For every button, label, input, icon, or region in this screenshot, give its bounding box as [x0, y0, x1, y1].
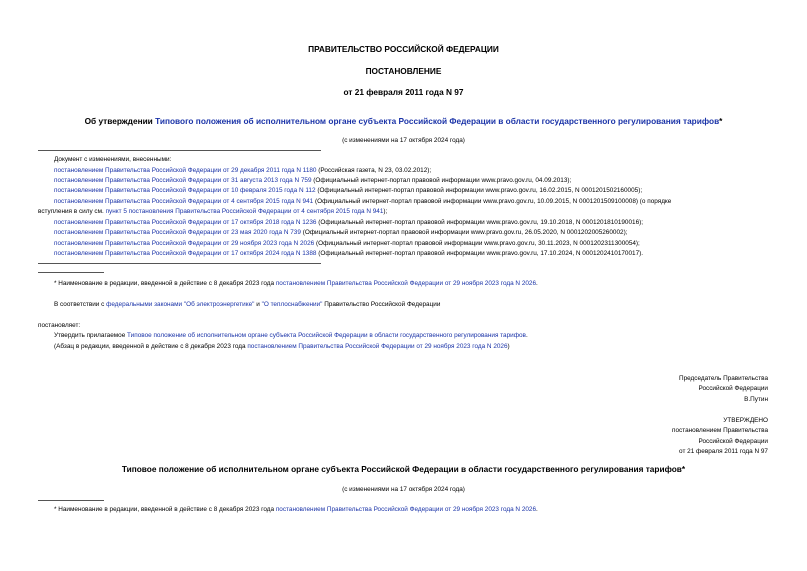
document-type: ПОСТАНОВЛЕНИЕ — [365, 66, 442, 76]
document-date-number: от 21 февраля 2011 года N 97 — [343, 87, 464, 97]
approved-by: постановлением Правительства — [672, 427, 768, 434]
divider-bottom — [38, 263, 321, 264]
model-regulation-link[interactable]: Типовое положение об исполнительном органе субъекта Российской Федерации в области государственного регулирования тарифов — [127, 332, 526, 339]
preamble-mid: и — [254, 301, 262, 308]
footnote-rule — [38, 272, 104, 273]
amendment-item — [54, 187, 642, 194]
signature-name: В.Путин — [744, 396, 768, 403]
signature-country: Российской Федерации — [698, 385, 768, 392]
amendment-item — [54, 167, 431, 174]
footnote-link[interactable]: постановлением Правительства Российской Федерации от 29 ноября 2023 года N 2026 — [275, 506, 537, 513]
footnote-rule — [38, 500, 104, 501]
paragraph-note-suffix: ) — [507, 343, 510, 350]
approve-suffix: . — [525, 332, 528, 339]
signature-position: Председатель Правительства — [679, 375, 768, 382]
electricity-law-link[interactable]: федеральными законами "Об электроэнергетике" — [106, 301, 255, 308]
amendment-source: (Официальный интернет-портал правовой информации www.pravo.gov.ru, 10.09.2015, N 0001201509100008) (о порядке — [313, 198, 672, 205]
paragraph-note — [54, 343, 510, 350]
amendment-link[interactable]: постановлением Правительства Российской Федерации от 31 августа 2013 года N 759 — [54, 177, 312, 184]
approve-prefix: Утвердить прилагаемое — [54, 332, 128, 339]
document-title — [0, 116, 807, 126]
amendment-continuation — [38, 208, 387, 215]
amendment-source: (Официальный интернет-портал правовой информации www.pravo.gov.ru, 26.05.2020, N 0001202005260002); — [300, 229, 628, 236]
amendment-item — [54, 240, 640, 247]
title-suffix: * — [719, 116, 723, 126]
amendment-link[interactable]: постановлением Правительства Российской Федерации от 23 мая 2020 года N 739 — [54, 229, 301, 236]
amendment-item — [54, 229, 628, 236]
paragraph-note-prefix: (Абзац в редакции, введенной в действие с 8 декабря 2023 года — [54, 343, 248, 350]
approved-label: УТВЕРЖДЕНО — [723, 417, 768, 424]
amendment-link[interactable]: постановлением Правительства Российской Федерации от 4 сентября 2015 года N 941 — [54, 198, 314, 205]
continuation-prefix: вступления в силу см. — [38, 208, 106, 215]
preamble-prefix: В соответствии с — [54, 301, 107, 308]
footnote-prefix: * Наименование в редакции, введенной в действие с 8 декабря 2023 года — [54, 506, 276, 513]
government-name: ПРАВИТЕЛЬСТВО РОССИЙСКОЙ ФЕДЕРАЦИИ — [308, 44, 499, 54]
paragraph-note-link[interactable]: постановлением Правительства Российской Федерации от 29 ноября 2023 года N 2026 — [247, 343, 508, 350]
appendix-title: Типовое положение об исполнительном органе субъекта Российской Федерации в области государственного регулирования тарифов* — [121, 464, 686, 474]
footnote-suffix: . — [536, 280, 538, 287]
amendment-source: (Официальный интернет-портал правовой информации www.pravo.gov.ru, 19.10.2018, N 0001201810190016); — [316, 219, 644, 226]
amendment-source: (Официальный интернет-портал правовой информации www.pravo.gov.ru, 16.02.2015, N 0001201502160005); — [315, 187, 643, 194]
footnote-prefix: * Наименование в редакции, введенной в действие с 8 декабря 2023 года — [54, 280, 276, 287]
amendment-source: (Официальный интернет-портал правовой информации www.pravo.gov.ru, 17.10.2024, N 0001202410170017). — [316, 250, 644, 257]
appendix-revision-note: (с изменениями на 17 октября 2024 года) — [342, 486, 465, 493]
amendment-link[interactable]: постановлением Правительства Российской Федерации от 17 октября 2018 года N 1236 — [54, 219, 317, 226]
title-link[interactable]: Типового положения об исполнительном органе субъекта Российской Федерации в области государственного регулирования тарифов — [155, 116, 720, 126]
approved-date: от 21 февраля 2011 года N 97 — [679, 448, 768, 455]
continuation-suffix: ); — [383, 208, 388, 215]
amendment-item — [54, 219, 643, 226]
amendment-link[interactable]: постановлением Правительства Российской Федерации от 29 ноября 2023 года N 2026 — [54, 240, 315, 247]
amendment-source: (Официальный интернет-портал правовой информации www.pravo.gov.ru, 30.11.2023, N 0001202311300054); — [314, 240, 640, 247]
amendment-link[interactable]: постановлением Правительства Российской Федерации от 29 декабря 2011 года N 1180 — [54, 167, 317, 174]
heat-supply-law-link[interactable]: "О теплоснабжении" — [261, 301, 323, 308]
amendments-heading: Документ с изменениями, внесенными: — [54, 156, 172, 163]
amendment-link[interactable]: постановлением Правительства Российской Федерации от 17 октября 2024 года N 1388 — [54, 250, 317, 257]
approve-paragraph — [54, 332, 528, 339]
amendment-item — [54, 198, 671, 205]
amendment-source: (Официальный интернет-портал правовой информации www.pravo.gov.ru, 04.09.2013); — [311, 177, 572, 184]
footnote-link[interactable]: постановлением Правительства Российской Федерации от 29 ноября 2023 года N 2026 — [275, 280, 537, 287]
amendment-source: (Российская газета, N 23, 03.02.2012); — [316, 167, 432, 174]
footnote — [54, 280, 538, 287]
footnote — [54, 506, 538, 513]
footnote-suffix: . — [536, 506, 538, 513]
resolves-text: постановляет: — [38, 322, 81, 329]
amendment-link[interactable]: постановлением Правительства Российской Федерации от 10 февраля 2015 года N 112 — [54, 187, 316, 194]
approved-country: Российской Федерации — [698, 438, 768, 445]
preamble-suffix: Правительство Российской Федерации — [322, 301, 441, 308]
title-prefix: Об утверждении — [84, 116, 156, 126]
revision-note: (с изменениями на 17 октября 2024 года) — [342, 137, 465, 144]
amendment-item — [54, 250, 643, 257]
divider-top — [38, 150, 321, 151]
amendment-item — [54, 177, 571, 184]
preamble — [54, 301, 440, 308]
continuation-link[interactable]: пункт 5 постановления Правительства Российской Федерации от 4 сентября 2015 года N 941 — [105, 208, 384, 215]
